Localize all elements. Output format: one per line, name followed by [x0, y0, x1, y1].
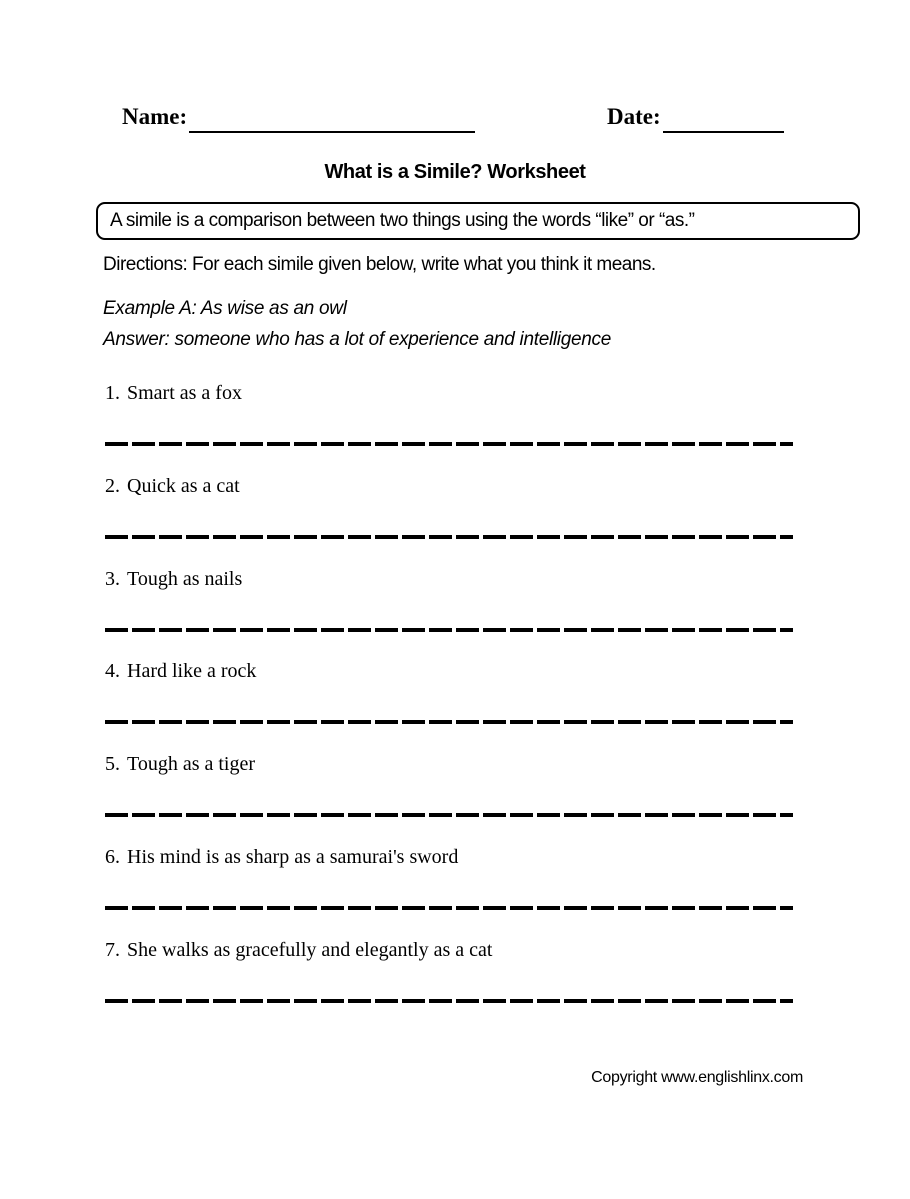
- simile-item-text: [105, 846, 458, 868]
- directions-text: Directions: For each simile given below, write what you think it means.: [103, 254, 656, 275]
- example-prompt: Example A: As wise as an owl: [103, 298, 347, 319]
- answer-blank-line: [105, 442, 793, 446]
- simile-item: [105, 660, 793, 726]
- simile-item: [105, 475, 793, 541]
- simile-item-number: 6.: [105, 846, 120, 868]
- simile-item-text: [105, 660, 256, 682]
- simile-item-number: 5.: [105, 753, 120, 775]
- name-blank-line: [189, 131, 475, 133]
- simile-item: [105, 753, 793, 819]
- copyright-text: Copyright www.englishlinx.com: [591, 1069, 803, 1086]
- answer-blank-line: [105, 535, 793, 539]
- answer-blank-line: [105, 720, 793, 724]
- simile-item-label: Tough as a tiger: [127, 753, 256, 775]
- simile-item-text: [105, 382, 242, 404]
- simile-item-number: 4.: [105, 660, 120, 682]
- definition-box: [96, 202, 860, 240]
- simile-item: [105, 939, 793, 1005]
- example-answer: Answer: someone who has a lot of experience and intelligence: [103, 329, 611, 350]
- simile-item-label: She walks as gracefully and elegantly as a cat: [127, 939, 493, 961]
- definition-text: A simile is a comparison between two things using the words “like” or “as.”: [110, 210, 695, 231]
- simile-item-label: Smart as a fox: [127, 382, 242, 404]
- simile-item-text: [105, 568, 242, 590]
- date-label: Date:: [607, 104, 661, 129]
- simile-item: [105, 568, 793, 634]
- simile-item-number: 3.: [105, 568, 120, 590]
- answer-blank-line: [105, 999, 793, 1003]
- answer-blank-line: [105, 906, 793, 910]
- simile-item-label: Quick as a cat: [127, 475, 240, 497]
- simile-item-number: 1.: [105, 382, 120, 404]
- simile-item: [105, 846, 793, 912]
- simile-item: [105, 382, 793, 448]
- simile-item-text: [105, 753, 255, 775]
- answer-blank-line: [105, 628, 793, 632]
- page-title: What is a Simile? Worksheet: [324, 161, 586, 183]
- simile-item-label: His mind is as sharp as a samurai's sword: [127, 846, 459, 868]
- answer-blank-line: [105, 813, 793, 817]
- simile-item-text: [105, 475, 240, 497]
- name-label: Name:: [122, 104, 188, 129]
- simile-item-label: Tough as nails: [127, 568, 243, 590]
- simile-item-number: 7.: [105, 939, 120, 961]
- simile-item-text: [105, 939, 492, 961]
- simile-item-number: 2.: [105, 475, 120, 497]
- date-blank-line: [663, 131, 784, 133]
- simile-item-label: Hard like a rock: [127, 660, 257, 682]
